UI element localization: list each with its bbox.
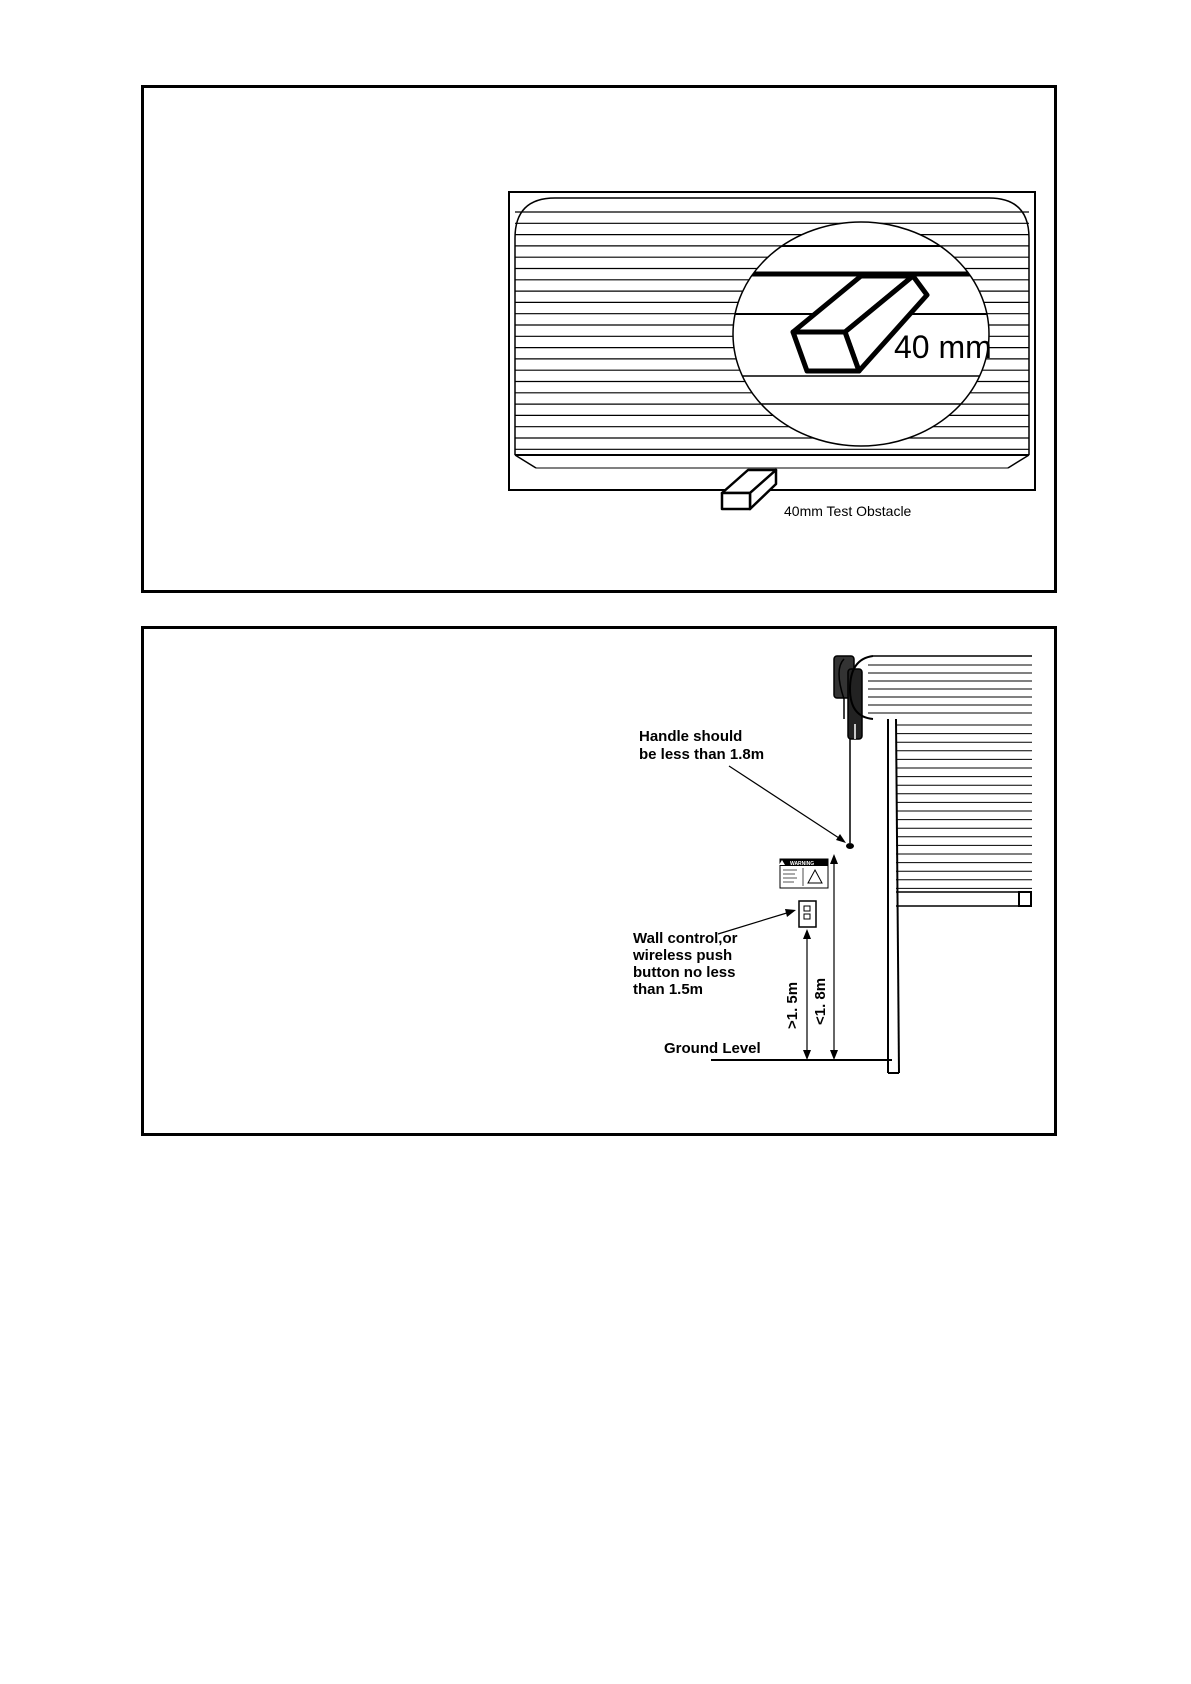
zoom-dimension-label: 40 mm — [894, 329, 992, 365]
warning-sign — [779, 859, 828, 888]
motor-housing — [834, 656, 862, 739]
curtain-side-edge — [896, 719, 899, 1073]
wall-label-line1: Wall control,or — [633, 930, 738, 947]
control-height-figure-panel — [141, 626, 1057, 1136]
handle-label-line2: be less than 1.8m — [639, 746, 765, 763]
test-obstacle-figure-panel — [141, 85, 1057, 593]
dimension-arrow-handle-height — [830, 854, 838, 1060]
wall-label-line2: wireless push — [633, 947, 733, 964]
dimension-arrow-control-height — [803, 929, 811, 1060]
shutter-obstacle-diagram — [144, 88, 1060, 596]
crank-handle — [846, 843, 854, 849]
wall-control-box — [799, 901, 816, 927]
warning-sign-text: WARNING — [790, 861, 815, 867]
handle-pointer-arrowhead — [836, 834, 846, 843]
control-height-diagram — [144, 629, 1060, 1139]
test-obstacle-block — [722, 470, 776, 509]
dimension-lt-label: <1. 8m — [812, 977, 829, 1025]
wall-label-line4: than 1.5m — [633, 981, 704, 998]
obstacle-caption: 40mm Test Obstacle — [784, 503, 912, 519]
handle-label-line1: Handle should — [639, 728, 743, 745]
ground-level-label: Ground Level — [664, 1040, 761, 1057]
shutter-curtain-slats — [896, 725, 1032, 906]
dimension-gt-label: >1. 5m — [784, 981, 801, 1029]
wall-pointer-line — [718, 912, 790, 934]
handle-pointer-line — [729, 766, 842, 840]
shutter-drum — [850, 656, 1032, 719]
bottom-rail-right-edge — [1008, 455, 1029, 468]
curtain-bottom-stop — [1019, 892, 1031, 906]
wall-label-line3: button no less — [633, 964, 736, 981]
wall-pointer-arrowhead — [785, 909, 796, 917]
bottom-rail-left-edge — [515, 455, 536, 468]
